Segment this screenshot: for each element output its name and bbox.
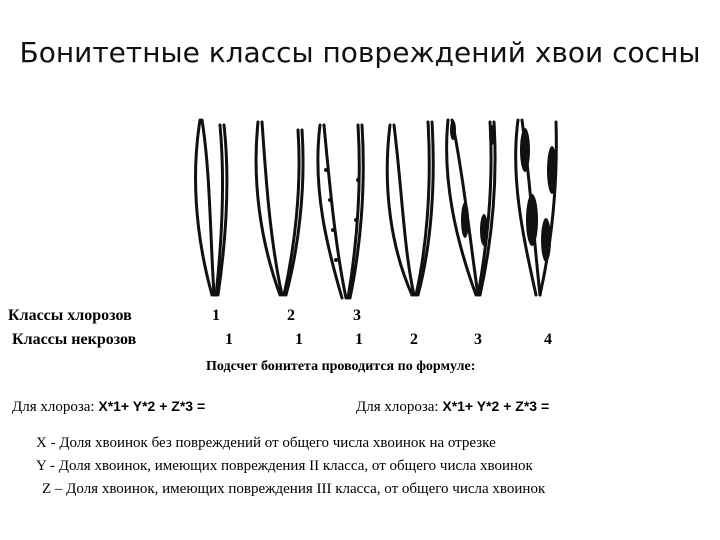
necrosis-class-5: 3 [474, 331, 482, 348]
necrosis-class-2: 1 [295, 331, 303, 348]
necrosis-label: Классы некрозов [12, 331, 137, 348]
formula-heading: Подсчет бонитета проводится по формуле: [206, 359, 476, 374]
formula-left [12, 398, 205, 416]
formula-right-expr: X*1+ Y*2 + Z*3 = [442, 398, 550, 414]
necrosis-class-3: 1 [355, 331, 363, 348]
formula-right-label: Для хлороза: [356, 399, 439, 415]
chlorosis-class-3: 3 [353, 307, 361, 324]
necrosis-class-4: 2 [410, 331, 418, 348]
definition-x: X - Доля хвоинок без повреждений от общего числа хвоинок на отрезке [36, 435, 496, 451]
definition-z: Z – Доля хвоинок, имеющих повреждения III класса, от общего числа хвоинок [42, 481, 546, 497]
page-title: Бонитетные классы повреждений хвои сосны [19, 36, 701, 69]
pine-needle-illustration [180, 110, 560, 310]
formula-left-expr: X*1+ Y*2 + Z*3 = [98, 398, 206, 414]
formula-right [356, 398, 549, 416]
chlorosis-class-2: 2 [287, 307, 295, 324]
necrosis-class-6: 4 [544, 331, 552, 348]
chlorosis-class-1: 1 [212, 307, 220, 324]
necrosis-class-1: 1 [225, 331, 233, 348]
chlorosis-label: Классы хлорозов [8, 307, 132, 324]
formula-left-label: Для хлороза: [12, 399, 95, 415]
definition-y: Y - Доля хвоинок, имеющих повреждения II класса, от общего числа хвоинок [36, 458, 533, 474]
